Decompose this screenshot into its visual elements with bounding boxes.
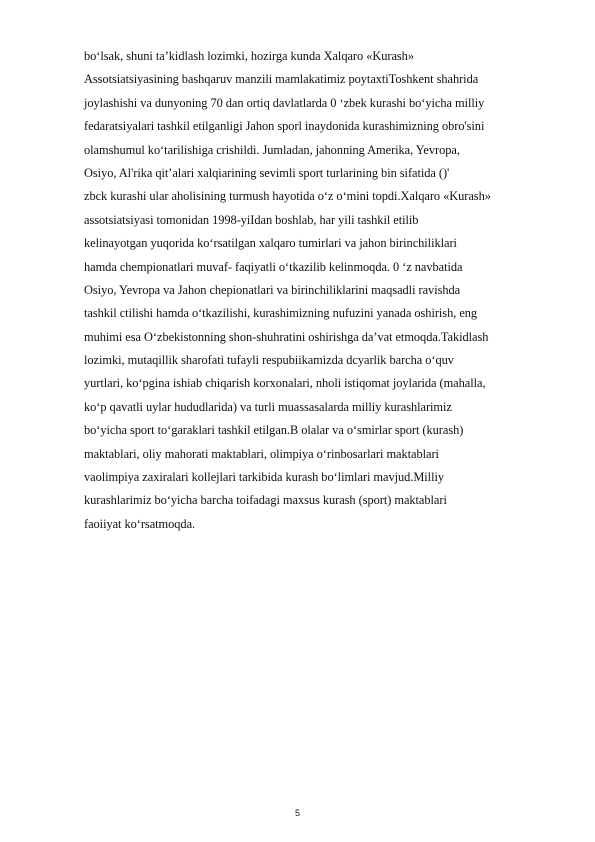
text-line: vaolimpiya zaxiralari kollejlari tarkibida kurash bo‘limlari mavjud.Milliy [84,470,445,485]
text-line: assotsiatsiyasi tomonidan 1998-yiIdan boshlab, har yili tashkil etilib [84,212,419,227]
text-line: kurashlarimiz bo‘yicha barcha toifadagi maxsus kurash (sport) maktablari [84,493,447,508]
text-line: lozimki, mutaqillik sharofati tufayli respubiikamizda dcyarlik barcha o‘quv [84,353,454,368]
text-line: yurtlari, ko‘pgina ishiab chiqarish korxonalari, nholi istiqomat joylarida (mahalla, [84,376,486,391]
text-line: olamshumul ko‘tarilishiga crishildi. Jumladan, jahonning Amerika, Yevropa, [84,142,460,157]
text-line: joylashishi va dunyoning 70 dan ortiq davlatlarda 0 ‘zbek kurashi bo‘yicha milliy [84,95,485,110]
text-line: muhimi esa O‘zbekistonning shon-shuhratini oshirishga da’vat etmoqda.Takidlash [84,329,489,344]
text-line: tashkil ctilishi hamda o‘tkazilishi, kurashimizning nufuzini yanada oshirish, eng [84,306,478,321]
text-line: faoiiyat ko‘rsatmoqda. [84,516,196,531]
text-line: ko‘p qavatli uylar hududlarida) va turli muassasalarda milliy kurashlarimiz [84,399,452,414]
text-line: hamda chempionatlari muvaf- faqiyatli o‘tkazilib kelinmoqda. 0 ‘z navbatida [84,259,463,274]
text-line: Osiyo, Yevropa va Jahon chepionatlari va birinchiliklarini maqsadli ravishda [84,282,461,297]
body-text [84,45,556,536]
text-line: bo‘lsak, shuni ta’kidlash lozimki, hozirga kunda Xalqaro «Kurash» [84,49,414,63]
text-line: fedaratsiyalari tashkil etilganligi Jahon sporl inaydonida kurashimizning obro'sini [84,119,485,134]
text-line: bo‘yicha sport to‘garaklari tashkil etilgan.B olalar va o‘smirlar sport (kurash) [84,423,464,438]
text-line: zbck kurashi ular aholisining turmush hayotida o‘z o‘mini topdi.Xalqaro «Kurash» [84,189,491,204]
text-line: kelinayotgan yuqorida ko‘rsatilgan xalqaro tumirlari va jahon birinchiliklari [84,236,457,251]
text-line: Osiyo, Al'rika qit’alari xalqiarining sevimli sport turlarining bin sifatida ()' [84,165,450,180]
page-number: 5 [294,808,300,818]
text-line: Assotsiatsiyasining bashqaruv manzili mamlakatimiz poytaxtiToshkent shahrida [84,72,479,87]
text-line: maktablari, oliy mahorati maktablari, olimpiya o‘rinbosarlari maktablari [84,446,439,461]
